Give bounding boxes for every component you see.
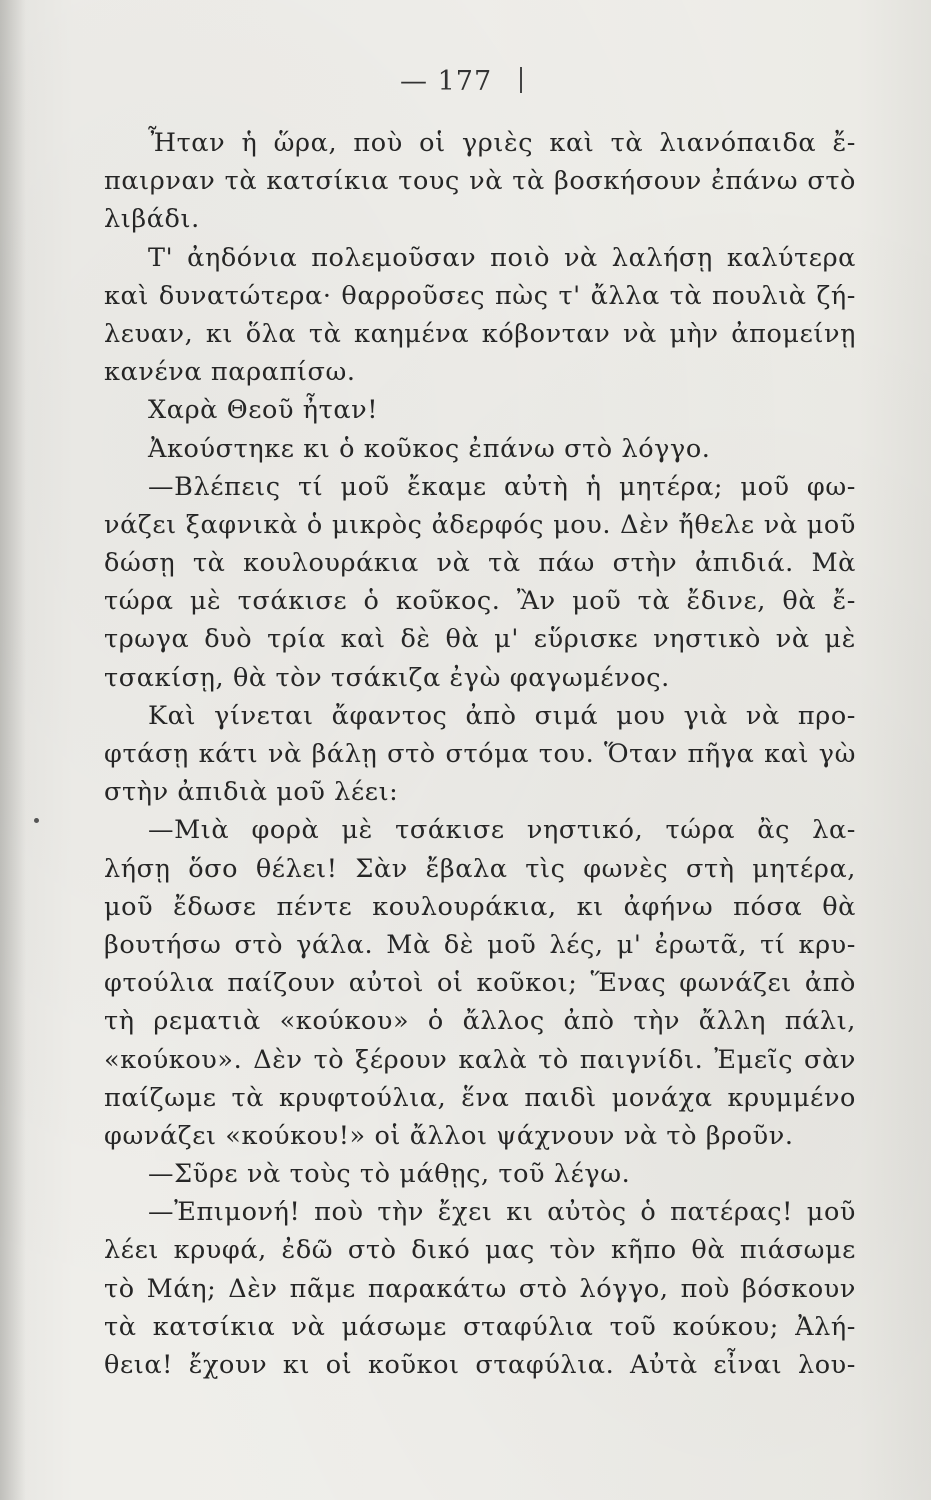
text-line: νάζει ξαφνικὰ ὁ μικρὸς ἀδερφός μου. Δὲν ἤθελε νὰ μοῦ xyxy=(104,509,856,540)
text-line: τώρα μὲ τσάκισε ὁ κοῦκος. Ἂν μοῦ τὰ ἔδινε, θὰ ἔ- xyxy=(104,586,856,617)
text-line: λευαν, κι ὅλα τὰ καημένα κόβονταν νὰ μὴν ἀπομείνῃ xyxy=(104,318,856,349)
text-line: καὶ δυνατώτερα· θαρροῦσες πὼς τ' ἄλλα τὰ πουλιὰ ζή- xyxy=(104,280,856,311)
text-line: —Ἐπιμονή! ποὺ τὴν ἔχει κι αὐτὸς ὁ πατέρας! μοῦ xyxy=(148,1197,856,1228)
text-line: «κούκου». Δὲν τὸ ξέρουν καλὰ τὸ παιγνίδι. Ἐμεῖς σὰν xyxy=(104,1044,856,1075)
text-line: στὴν ἀπιδιὰ μοῦ λέει: xyxy=(104,777,399,808)
text-line: θεια! ἔχουν κι οἱ κοῦκοι σταφύλια. Αὐτὰ εἶναι λου- xyxy=(104,1350,856,1380)
body-text xyxy=(104,124,856,1384)
text-line: λήσῃ ὅσο θέλει! Σὰν ἔβαλα τὶς φωνὲς στὴ μητέρα, xyxy=(104,853,856,884)
text-line: —Βλέπεις τί μοῦ ἔκαμε αὐτὴ ἡ μητέρα; μοῦ φω- xyxy=(148,471,856,502)
text-line: Ἦταν ἡ ὥρα, ποὺ οἱ γριὲς καὶ τὰ λιανόπαιδα ἔ- xyxy=(148,128,856,158)
text-line: τσακίσῃ, θὰ τὸν τσάκιζα ἐγὼ φαγωμένος. xyxy=(104,662,670,693)
text-line: φωνάζει «κούκου!» οἱ ἄλλοι ψάχνουν νὰ τὸ βροῦν. xyxy=(104,1120,794,1151)
text-line: μοῦ ἔδωσε πέντε κουλουράκια, κι ἀφήνω πόσα θὰ xyxy=(104,891,856,922)
text-line: —Σῦρε νὰ τοὺς τὸ μάθῃς, τοῦ λέγω. xyxy=(148,1159,631,1190)
text-line: βουτήσω στὸ γάλα. Μὰ δὲ μοῦ λές, μ' ἐρωτᾶ, τί κρυ- xyxy=(104,929,856,960)
text-line: κανένα παραπίσω. xyxy=(104,357,356,388)
text-line: παίζωμε τὰ κρυφτούλια, ἕνα παιδὶ μονάχα κρυμμένο xyxy=(104,1082,856,1113)
text-line: παιρναν τὰ κατσίκια τους νὰ τὰ βοσκήσουν ἐπάνω στὸ xyxy=(104,166,856,197)
text-line: λιβάδι. xyxy=(104,204,200,235)
page-number-text: — 177 xyxy=(400,66,493,97)
text-line: τὴ ρεματιὰ «κούκου» ὁ ἄλλος ἀπὸ τὴν ἄλλη πάλι, xyxy=(104,1006,856,1037)
text-line: Ἀκούστηκε κι ὁ κοῦκος ἐπάνω στὸ λόγγο. xyxy=(148,433,711,464)
page-number xyxy=(400,66,522,97)
text-line: τρωγα δυὸ τρία καὶ δὲ θὰ μ' εὕρισκε νηστικὸ νὰ μὲ xyxy=(104,624,856,655)
text-line: φτάσῃ κάτι νὰ βάλῃ στὸ στόμα του. Ὅταν πῆγα καὶ γὼ xyxy=(104,739,856,769)
text-line: λέει κρυφά, ἐδῶ στὸ δικό μας τὸν κῆπο θὰ πιάσωμε xyxy=(104,1235,856,1266)
margin-mark xyxy=(34,818,39,823)
gutter-shadow xyxy=(0,0,26,1500)
text-line: φτούλια παίζουν αὐτοὶ οἱ κοῦκοι; Ἕνας φωνάζει ἀπὸ xyxy=(104,968,856,999)
text-line: δώσῃ τὰ κουλουράκια νὰ τὰ πάω στὴν ἀπιδιά. Μὰ xyxy=(104,548,856,579)
text-line: τὸ Μάη; Δὲν πᾶμε παρακάτω στὸ λόγγο, ποὺ βόσκουν xyxy=(104,1273,856,1304)
text-line: Χαρὰ Θεοῦ ἦταν! xyxy=(148,395,379,426)
text-line: Τ' ἀηδόνια πολεμοῦσαν ποιὸ νὰ λαλήσῃ καλύτερα xyxy=(148,242,856,273)
page-number-rule xyxy=(520,67,522,93)
text-line: —Μιὰ φορὰ μὲ τσάκισε νηστικό, τώρα ἂς λα- xyxy=(148,815,856,846)
text-line: τὰ κατσίκια νὰ μάσωμε σταφύλια τοῦ κούκου; Ἀλή- xyxy=(104,1311,856,1342)
text-line: Καὶ γίνεται ἄφαντος ἀπὸ σιμά μου γιὰ νὰ προ- xyxy=(148,700,856,731)
